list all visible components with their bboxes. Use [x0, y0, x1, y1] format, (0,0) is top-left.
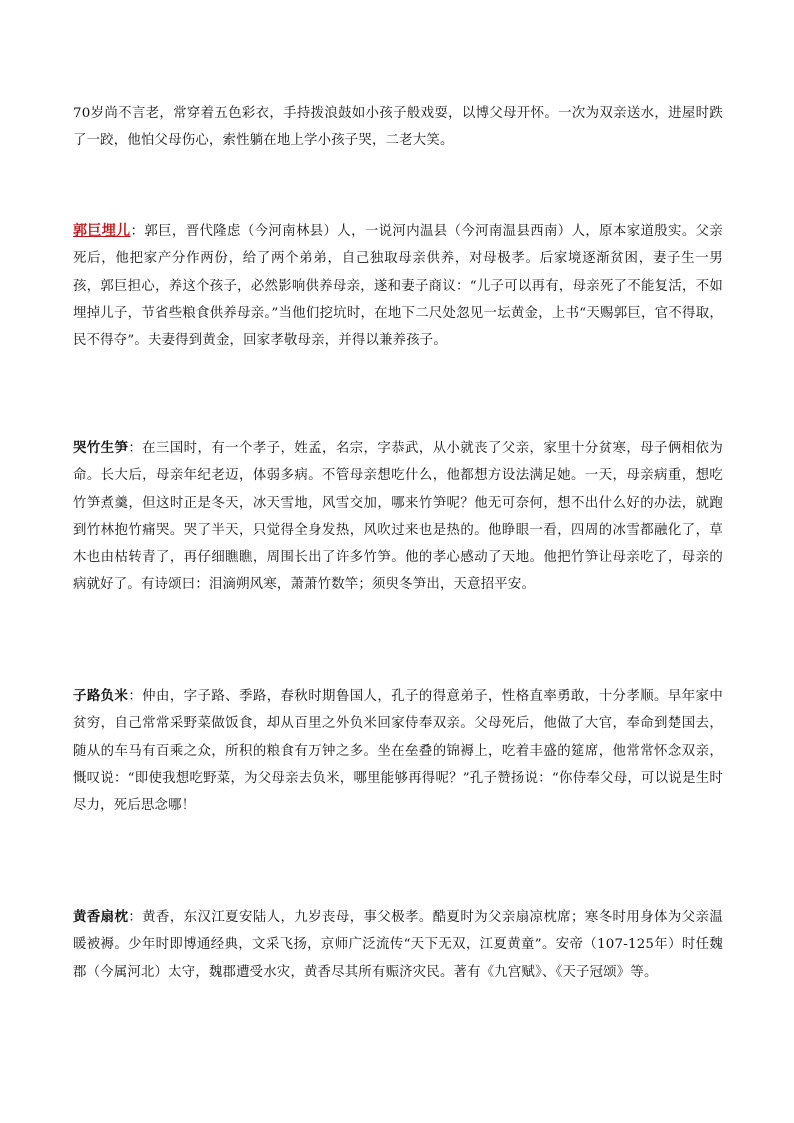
paragraph-text: ：在三国时，有一个孝子，姓孟，名宗，字恭武，从小就丧了父亲，家里十分贫寒，母子俩相依为命。长大后，母亲年纪老迈，体弱多病。不管母亲想吃什么，他都想方设法满足她。一天，母亲病重，想吃竹笋煮羹，但这时正是冬天，冰天雪地，风雪交加，哪来竹笋呢？他无可奈何，想不出什么好的办法，就跑到竹林抱竹痛哭。哭了半天，只觉得全身发热，风吹过来也是热的。他睁眼一看，四周的冰雪都融化了，草木也由枯转青了，再仔细瞧瞧，周围长出了许多竹笋。他的孝心感动了天地。他把竹笋让母亲吃了，母亲的病就好了。有诗颂曰：泪滴朔风寒，萧萧竹数竿；须臾冬笋出，天意招平安。 — [73, 441, 723, 593]
paragraph-text: ：仲由，字子路、季路，春秋时期鲁国人，孔子的得意弟子，性格直率勇敢，十分孝顺。早年家中贫穷，自己常常采野菜做饭食，却从百里之外负米回家侍奉双亲。父母死后，他做了大官，奉命到楚国去，随从的车马有百乘之众，所积的粮食有万钟之多。坐在垒叠的锦褥上，吃着丰盛的筵席，他常常怀念双亲，慨叹说：“即使我想吃野菜，为父母亲去负米，哪里能够再得呢？”孔子赞扬说：“你侍奉父母，可以说是生时尽力，死后思念哪！ — [73, 689, 723, 814]
section-title-kuzhu: 哭竹生笋 — [73, 440, 129, 456]
paragraph-text: ：黄香，东汉江夏安陆人，九岁丧母，事父极孝。酷夏时为父亲扇凉枕席；寒冬时用身体为父亲温暖被褥。少年时即博通经典，文采飞扬，京师广泛流传“天下无双，江夏黄童”。安帝（107-125年）时任魏郡（今属河北）太守，魏郡遭受水灾，黄香尽其所有赈济灾民。著有《九宫赋》、《天子冠颂》等。 — [73, 910, 723, 980]
section-title-zilu: 子路负米 — [73, 688, 129, 704]
paragraph-text: 70岁尚不言老，常穿着五色彩衣，手持拨浪鼓如小孩子般戏耍，以博父母开怀。一次为双亲送水，进屋时跌了一跤，他怕父母伤心，索性躺在地上学小孩子哭，二老大笑。 — [73, 106, 723, 149]
section-title-huangxiang: 黄香扇枕 — [73, 909, 129, 925]
paragraph-guoju — [73, 218, 723, 354]
paragraph-kuzhu — [73, 435, 723, 599]
paragraph-huangxiang — [73, 904, 723, 986]
paragraph-laolaizi — [73, 100, 723, 155]
paragraph-text: ：郭巨，晋代隆虑（今河南林县）人，一说河内温县（今河南温县西南）人，原本家道殷实。父亲死后，他把家产分作两份，给了两个弟弟，自己独取母亲供养，对母极孝。后家境逐渐贫困，妻子生一男孩，郭巨担心，养这个孩子，必然影响供养母亲，遂和妻子商议：“儿子可以再有，母亲死了不能复活，不如埋掉儿子，节省些粮食供养母亲。”当他们挖坑时，在地下二尺处忽见一坛黄金，上书“天赐郭巨，官不得取，民不得夺”。夫妻得到黄金，回家孝敬母亲，并得以兼养孩子。 — [73, 224, 723, 349]
section-title-guoju: 郭巨埋儿 — [73, 223, 131, 239]
paragraph-zilu — [73, 683, 723, 819]
